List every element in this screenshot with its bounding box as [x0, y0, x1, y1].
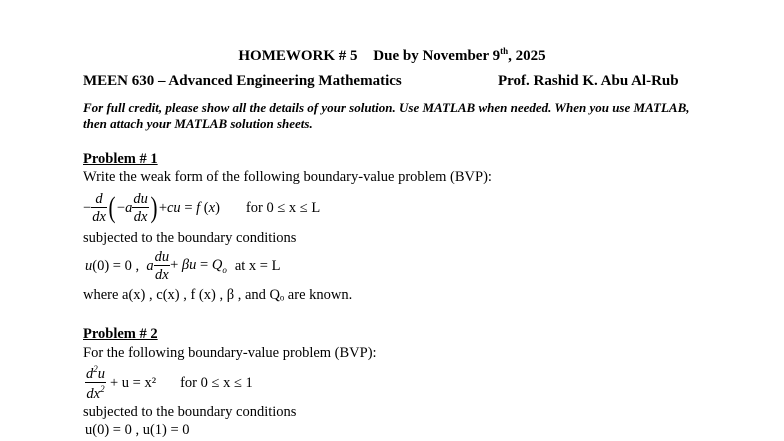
du-dx-fraction-bc: $\frac{du}{dx}$	[154, 248, 170, 283]
due-date-suffix: th	[500, 46, 509, 56]
problem-1-domain: for 0 ≤ x ≤ L	[245, 199, 321, 216]
du-dx-fraction: $\frac{du}{dx}$	[133, 190, 148, 225]
problem-2-boundary-conditions: u(0) = 0 , u(1) = 0	[85, 422, 190, 438]
problem-2-bc-intro: subjected to the boundary conditions	[83, 404, 297, 420]
due-date	[373, 48, 545, 64]
problem-2-domain: for 0 ≤ x ≤ 1	[180, 374, 253, 391]
homework-number: HOMEWORK # 5	[238, 48, 358, 64]
d2u-dx2-fraction: $\frac{d^2u}{dx^2}$	[86, 363, 105, 402]
course-title: MEEN 630 – Advanced Engineering Mathematics	[83, 73, 402, 89]
problem-1-equation: − $\frac{d}{dx}$ ( −a $\frac{du}{dx}$ ) +cu = f (x) for 0 ≤ x ≤ L	[83, 190, 321, 225]
problem-1-bc-intro: subjected to the boundary conditions	[83, 230, 297, 246]
problem-1-intro: Write the weak form of the following boundary-value problem (BVP):	[83, 169, 492, 185]
problem-1-bc-location: at x = L	[234, 257, 281, 274]
problem-1-boundary-conditions: u(0) = 0 , a $\frac{du}{dx}$ + $\beta u = Q_o$ at x = L	[85, 248, 281, 283]
instructions: For full credit, please show all the details of your solution. Use MATLAB when needed. When you use MATLAB, then attach your MATLAB solution sheets.	[83, 100, 690, 131]
problem-1-known: where a(x) , c(x) , f (x) , β , and Qₒ are known.	[83, 287, 353, 303]
due-date-year: , 2025	[508, 48, 546, 64]
problem-2-intro: For the following boundary-value problem (BVP):	[83, 345, 377, 361]
problem-2-heading: Problem # 2	[83, 326, 158, 342]
professor-name: Prof. Rashid K. Abu Al-Rub	[498, 73, 679, 89]
due-date-text: Due by November 9	[373, 48, 501, 64]
problem-2-equation-rhs: + u = x²	[110, 374, 157, 391]
problem-2-equation	[85, 364, 253, 402]
d-dx-operator: $\frac{d}{dx}$	[92, 190, 106, 225]
homework-title	[0, 46, 784, 65]
problem-1-heading: Problem # 1	[83, 151, 158, 167]
